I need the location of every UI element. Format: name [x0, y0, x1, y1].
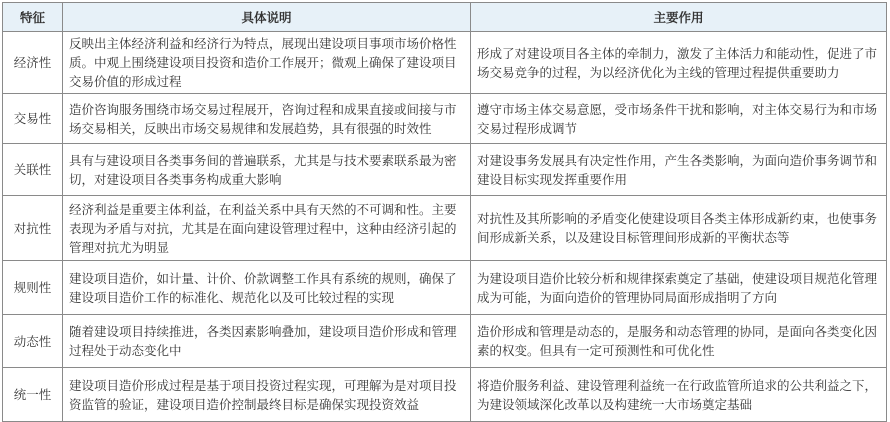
feature-cell: 动态性 — [3, 315, 63, 368]
feature-cell: 交易性 — [3, 94, 63, 144]
description-cell: 随着建设项目持续推进，各类因素影响叠加，建设项目造价形成和管理过程处于动态变化中 — [63, 315, 471, 368]
table-row — [3, 368, 887, 422]
header-description: 具体说明 — [63, 3, 471, 32]
table-row — [3, 261, 887, 315]
feature-cell: 统一性 — [3, 368, 63, 422]
description-cell: 建设项目造价，如计量、计价、价款调整工作具有系统的规则，确保了建设项目造价工作的标准化、规范化以及可比较过程的实现 — [63, 261, 471, 315]
table-row — [3, 32, 887, 94]
role-cell: 造价形成和管理是动态的，是服务和动态管理的协同，是面向各类变化因素的权变。但具有一定可预测性和可优化性 — [471, 315, 887, 368]
description-cell: 经济利益是重要主体利益，在利益关系中具有天然的不可调和性。主要表现为矛盾与对抗，尤其是在面向建设管理过程中，这种由经济引起的管理对抗尤为明显 — [63, 196, 471, 261]
role-cell: 形成了对建设项目各主体的牵制力，激发了主体活力和能动性，促进了市场交易竞争的过程，为以经济优化为主线的管理过程提供重要助力 — [471, 32, 887, 94]
header-role: 主要作用 — [471, 3, 887, 32]
table-row — [3, 94, 887, 144]
description-cell: 具有与建设项目各类事务间的普遍联系，尤其是与技术要素联系最为密切，对建设项目各类事务构成重大影响 — [63, 144, 471, 196]
role-cell: 对抗性及其所影响的矛盾变化使建设项目各类主体形成新约束，也使事务间形成新关系，以及建设目标管理间形成新的平衡状态等 — [471, 196, 887, 261]
feature-cell: 规则性 — [3, 261, 63, 315]
description-cell: 建设项目造价形成过程是基于项目投资过程实现，可理解为是对项目投资监管的验证，建设项目造价控制最终目标是确保实现投资效益 — [63, 368, 471, 422]
feature-cell: 经济性 — [3, 32, 63, 94]
characteristics-table — [2, 2, 887, 422]
role-cell: 为建设项目造价比较分析和规律探索奠定了基础，使建设项目规范化管理成为可能，为面向造价的管理协同局面形成指明了方向 — [471, 261, 887, 315]
description-cell: 反映出主体经济利益和经济行为特点，展现出建设项目事项市场价格性质。中观上围绕建设项目投资和造价工作展开；微观上确保了建设项目交易价值的形成过程 — [63, 32, 471, 94]
role-cell: 遵守市场主体交易意愿，受市场条件干扰和影响，对主体交易行为和市场交易过程形成调节 — [471, 94, 887, 144]
table-row — [3, 144, 887, 196]
header-row — [3, 3, 887, 32]
table-row — [3, 315, 887, 368]
role-cell: 将造价服务利益、建设管理利益统一在行政监管所追求的公共利益之下，为建设领域深化改革以及构建统一大市场奠定基础 — [471, 368, 887, 422]
role-cell: 对建设事务发展具有决定性作用，产生各类影响，为面向造价事务调节和建设目标实现发挥重要作用 — [471, 144, 887, 196]
table-row — [3, 196, 887, 261]
feature-cell: 关联性 — [3, 144, 63, 196]
feature-cell: 对抗性 — [3, 196, 63, 261]
header-feature: 特征 — [3, 3, 63, 32]
description-cell: 造价咨询服务围绕市场交易过程展开，咨询过程和成果直接或间接与市场交易相关，反映出市场交易规律和发展趋势，具有很强的时效性 — [63, 94, 471, 144]
